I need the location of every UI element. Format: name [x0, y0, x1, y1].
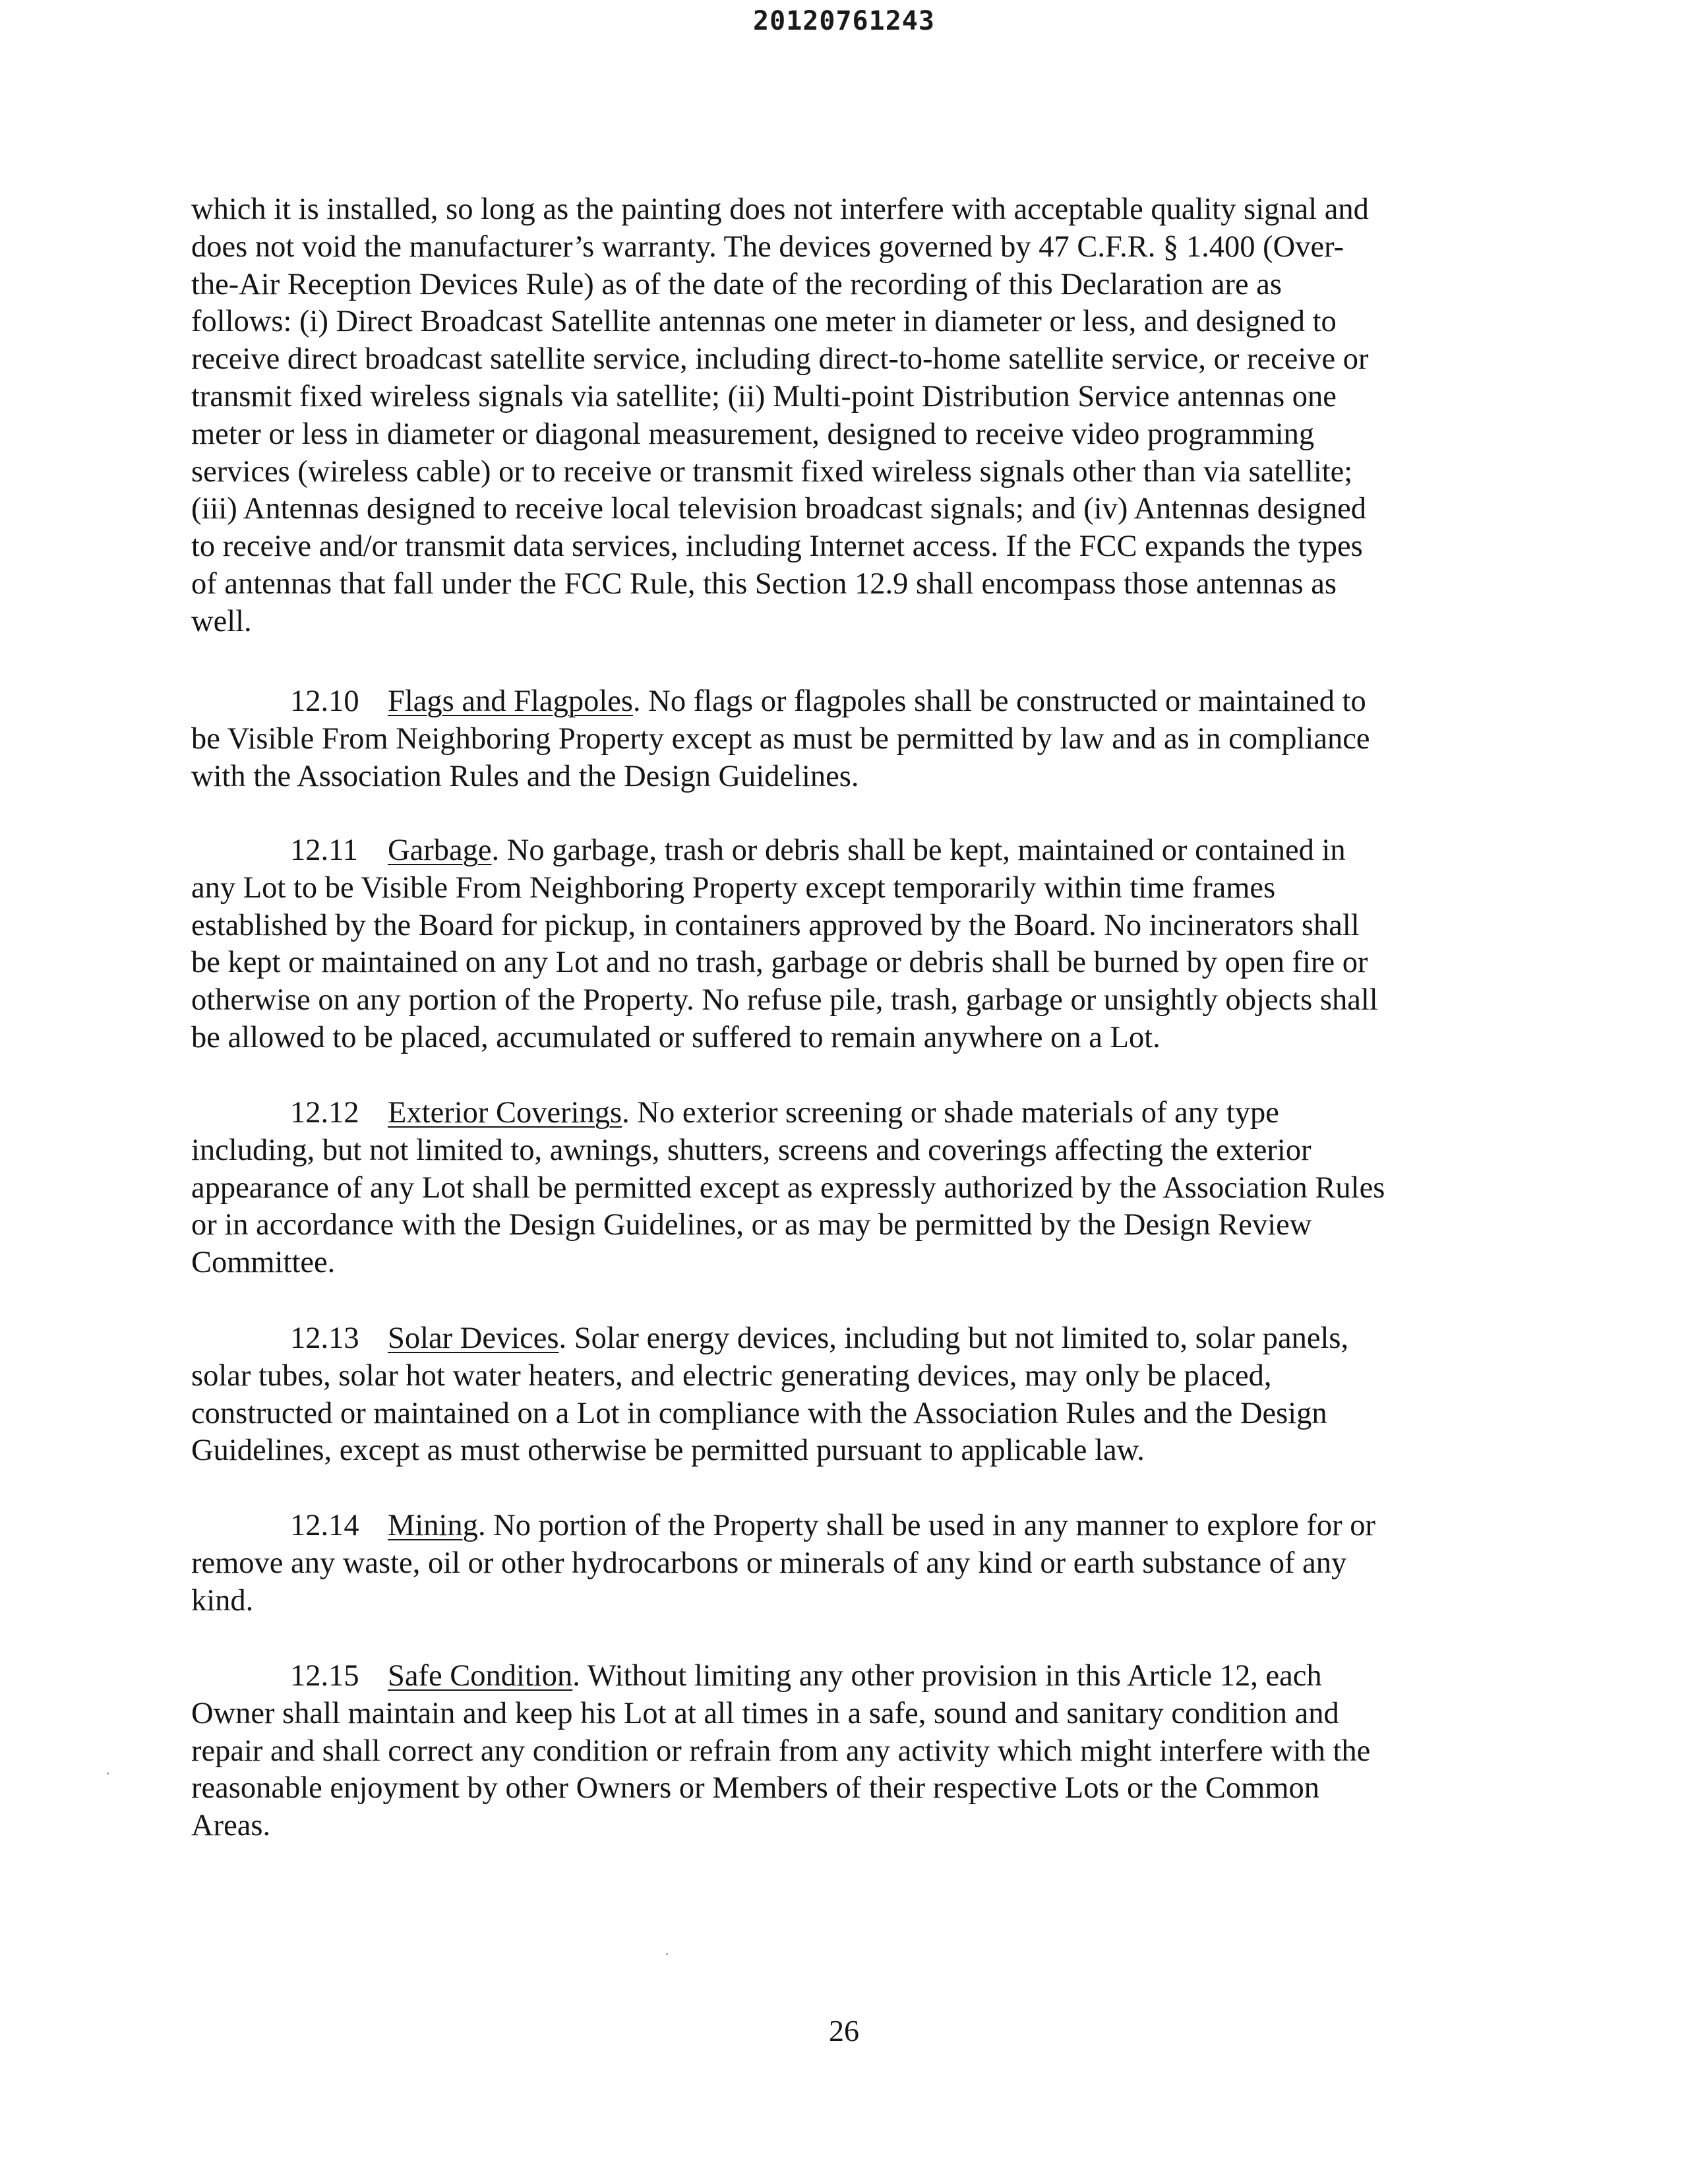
text-line: appearance of any Lot shall be permitted except as expressly authorized by the Association Rules	[191, 1170, 1385, 1205]
text-line: repair and shall correct any condition or refrain from any activity which might interfere with the	[191, 1734, 1371, 1768]
section-12-13	[191, 1320, 1498, 1470]
section-first-line	[191, 1658, 1498, 1695]
text-line: otherwise on any portion of the Property. No refuse pile, trash, garbage or unsightly objects shall	[191, 983, 1378, 1017]
section-heading: Safe Condition	[388, 1659, 573, 1693]
text-line: constructed or maintained on a Lot in compliance with the Association Rules and the Design	[191, 1396, 1327, 1430]
text-line: solar tubes, solar hot water heaters, and electric generating devices, may only be placed,	[191, 1358, 1272, 1393]
section-first-line	[191, 1507, 1498, 1545]
section-12-11	[191, 832, 1498, 1057]
text-line: be Visible From Neighboring Property except as must be permitted by law and as in compliance	[191, 721, 1370, 756]
text-line: follows: (i) Direct Broadcast Satellite antennas one meter in diameter or less, and designed to	[191, 305, 1337, 339]
section-12-10	[191, 683, 1498, 795]
text-line: remove any waste, oil or other hydrocarbons or minerals of any kind or earth substance of any	[191, 1546, 1347, 1580]
section-number: 12.15	[290, 1659, 359, 1693]
intro-paragraph	[191, 191, 1498, 641]
section-first-line	[191, 1320, 1498, 1358]
text-line: does not void the manufacturer’s warranty. The devices governed by 47 C.F.R. § 1.400 (Over-	[191, 229, 1344, 264]
text-line: with the Association Rules and the Design Guidelines.	[191, 759, 859, 793]
text-line: which it is installed, so long as the painting does not interfere with acceptable quality signal and	[191, 193, 1369, 226]
text-line: services (wireless cable) or to receive or transmit fixed wireless signals other than via satellite;	[191, 454, 1353, 489]
scan-speck	[107, 1773, 109, 1774]
text-line: including, but not limited to, awnings, shutters, screens and coverings affecting the exterior	[191, 1133, 1311, 1167]
section-number: 12.14	[290, 1509, 359, 1542]
text-line: well.	[191, 604, 252, 638]
section-text: . Without limiting any other provision in this Article 12, each	[572, 1659, 1322, 1693]
text-line: be allowed to be placed, accumulated or suffered to remain anywhere on a Lot.	[191, 1020, 1160, 1054]
section-number: 12.10	[290, 684, 359, 718]
scan-speck	[666, 1953, 668, 1955]
text-line: Owner shall maintain and keep his Lot at all times in a safe, sound and sanitary condition and	[191, 1696, 1339, 1730]
text-line: kind.	[191, 1583, 254, 1618]
section-text: . No exterior screening or shade materials of any type	[622, 1096, 1279, 1130]
text-line: transmit fixed wireless signals via satellite; (ii) Multi-point Distribution Service antennas one	[191, 379, 1337, 413]
text-line: Areas.	[191, 1809, 271, 1843]
document-number: 20120761243	[753, 6, 935, 36]
section-heading: Exterior Coverings	[388, 1096, 622, 1130]
section-heading: Solar Devices	[388, 1321, 559, 1355]
section-text: . No portion of the Property shall be used in any manner to explore for or	[477, 1509, 1376, 1542]
text-line: reasonable enjoyment by other Owners or Members of their respective Lots or the Common	[191, 1771, 1319, 1805]
text-line: (iii) Antennas designed to receive local television broadcast signals; and (iv) Antennas designed	[191, 492, 1367, 526]
section-text: . No flags or flagpoles shall be constructed or maintained to	[632, 684, 1366, 718]
section-number: 12.11	[290, 834, 358, 867]
text-line: Guidelines, except as must otherwise be permitted pursuant to applicable law.	[191, 1434, 1145, 1468]
section-12-15	[191, 1658, 1498, 1845]
text-line: any Lot to be Visible From Neighboring Property except temporarily within time frames	[191, 870, 1276, 905]
text-line: established by the Board for pickup, in containers approved by the Board. No incinerators shall	[191, 908, 1360, 942]
text-line: Committee.	[191, 1246, 336, 1280]
text-line: receive direct broadcast satellite service, including direct-to-home satellite service, or receive or	[191, 342, 1369, 377]
page-number: 26	[829, 2014, 859, 2048]
section-number: 12.13	[290, 1321, 359, 1355]
section-first-line	[191, 1095, 1498, 1132]
text-line: of antennas that fall under the FCC Rule, this Section 12.9 shall encompass those antennas as	[191, 566, 1337, 601]
section-text: . Solar energy devices, including but not limited to, solar panels,	[558, 1321, 1349, 1355]
section-number: 12.12	[290, 1096, 359, 1130]
section-text: . No garbage, trash or debris shall be kept, maintained or contained in	[491, 834, 1346, 867]
section-heading: Mining	[388, 1509, 478, 1542]
text-line: be kept or maintained on any Lot and no trash, garbage or debris shall be burned by open fire or	[191, 946, 1368, 980]
section-12-14	[191, 1507, 1498, 1620]
text-line: or in accordance with the Design Guidelines, or as may be permitted by the Design Review	[191, 1208, 1312, 1242]
text-line: the-Air Reception Devices Rule) as of the date of the recording of this Declaration are as	[191, 267, 1282, 301]
text-line: to receive and/or transmit data services, including Internet access. If the FCC expands the types	[191, 530, 1363, 564]
text-line: meter or less in diameter or diagonal measurement, designed to receive video programming	[191, 417, 1315, 451]
section-first-line	[191, 683, 1498, 721]
section-first-line	[191, 832, 1498, 870]
section-heading: Flags and Flagpoles	[388, 684, 633, 718]
section-12-12	[191, 1095, 1498, 1282]
section-heading: Garbage	[388, 834, 492, 867]
